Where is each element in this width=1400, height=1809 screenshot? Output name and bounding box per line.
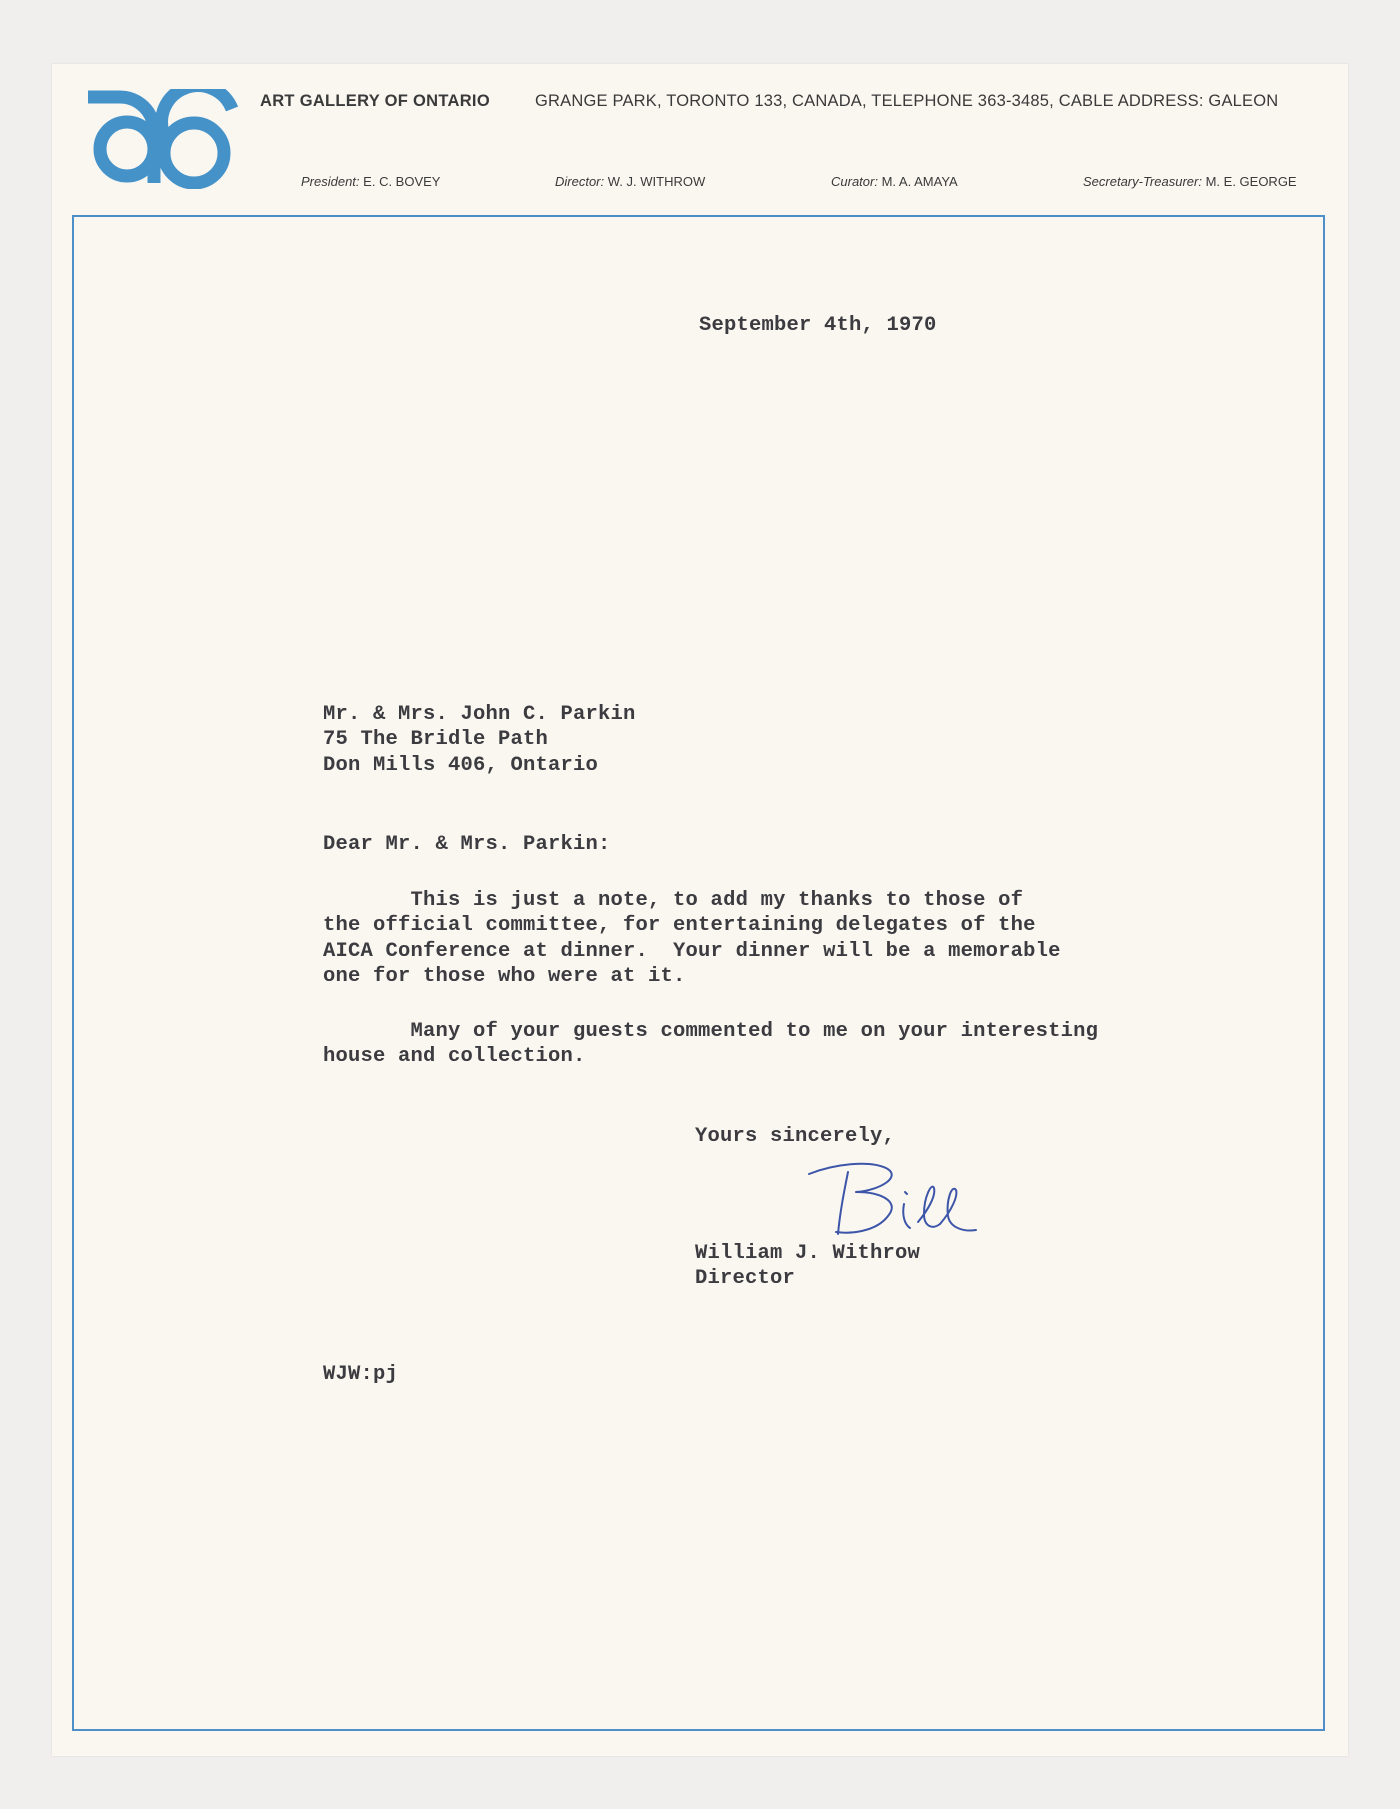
letter-date: September 4th, 1970 <box>699 314 937 337</box>
officer-role: Curator: <box>831 174 878 189</box>
recipient-line: Don Mills 406, Ontario <box>323 754 599 777</box>
body-line: This is just a note, to add my thanks to those of <box>323 889 1024 912</box>
officer-secretary-treasurer <box>1083 174 1297 189</box>
reference-initials: WJW:pj <box>323 1363 399 1386</box>
signer-title: Director <box>695 1267 796 1290</box>
officer-role: Secretary-Treasurer: <box>1083 174 1202 189</box>
officer-role: President: <box>301 174 360 189</box>
recipient-line: 75 The Bridle Path <box>323 728 549 751</box>
letter-frame <box>72 215 1325 1731</box>
handwritten-signature <box>804 1152 994 1252</box>
officer-curator <box>831 174 958 189</box>
ago-logo-icon <box>80 89 240 189</box>
organization-address: GRANGE PARK, TORONTO 133, CANADA, TELEPHONE 363-3485, CABLE ADDRESS: GALEON <box>535 92 1279 110</box>
body-line: Many of your guests commented to me on your interesting <box>323 1020 1099 1043</box>
body-line: the official committee, for entertaining delegates of the <box>323 914 1036 937</box>
officer-director <box>555 174 705 189</box>
recipient-line: Mr. & Mrs. John C. Parkin <box>323 703 636 726</box>
salutation: Dear Mr. & Mrs. Parkin: <box>323 833 611 856</box>
signer-name: William J. Withrow <box>695 1242 921 1265</box>
letter-sheet <box>52 64 1348 1756</box>
body-line: one for those who were at it. <box>323 965 686 988</box>
closing: Yours sincerely, <box>695 1125 896 1148</box>
officer-role: Director: <box>555 174 605 189</box>
officer-name: M. E. GEORGE <box>1205 174 1297 189</box>
body-line: house and collection. <box>323 1045 586 1068</box>
organization-name: ART GALLERY OF ONTARIO <box>260 92 490 110</box>
officer-president <box>301 174 440 189</box>
officer-name: M. A. AMAYA <box>881 174 958 189</box>
officer-name: E. C. BOVEY <box>363 174 441 189</box>
body-line: AICA Conference at dinner. Your dinner will be a memorable <box>323 940 1061 963</box>
officer-name: W. J. WITHROW <box>607 174 706 189</box>
